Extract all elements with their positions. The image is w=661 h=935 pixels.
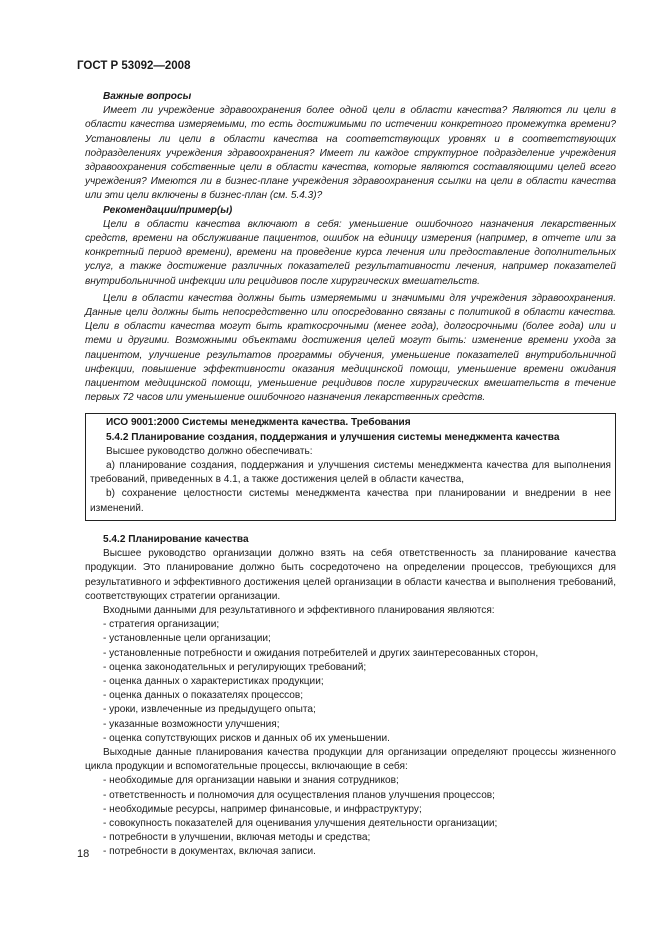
list-item: - оценка данных о характеристиках продукции; xyxy=(103,675,324,687)
recommendations-heading: Рекомендации/пример(ы) xyxy=(103,204,233,216)
outputs-intro: Выходные данные планирования качества продукции для организации определяют процессы жизненного цикла продукции и вспомогательные процессы, включающие в себя: xyxy=(85,746,616,773)
list-item: - оценка сопутствующих рисков и данных об их уменьшении. xyxy=(103,732,390,744)
list-item: - установленные потребности и ожидания потребителей и других заинтересованных сторон, xyxy=(103,647,539,659)
list-item: - стратегия организации; xyxy=(103,619,220,631)
list-item: - ответственность и полномочия для осуществления планов улучшения процессов; xyxy=(103,789,495,801)
page-content xyxy=(85,90,616,860)
list-item: - потребности в документах, включая записи. xyxy=(103,846,316,858)
iso-box-intro: Высшее руководство должно обеспечивать: xyxy=(106,445,313,457)
inputs-intro: Входными данными для результативного и эффективного планирования являются: xyxy=(103,604,495,616)
important-questions-text: Имеет ли учреждение здравоохранения более одной цели в области качества? Являются ли цели в области качества измеряемыми, то есть достижимыми по истечении конкретного промежутка времени? Установлены ли цели в области качества на соответствующих уровнях и в соответствующих подразделениях учреждения здравоохранения? Имеет ли каждое структурное подразделение учреждения здравоохранения собственные цели в области качества, которые являются составляющими целей всего учреждения? Имеются ли в бизнес-плане учреждения здравоохранения ссылки на цели в области качества или эти цели включены в бизнес-план (см. 5.4.3)? xyxy=(85,105,616,202)
recommendations-paragraph: Цели в области качества должны быть измеряемыми и значимыми для учреждения здравоохранения. Данные цели должны быть непосредственно или опосредованно связаны с политикой в области качества. Цели в области качества могут быть краткосрочными (менее года), долгосрочными (более года) или и теми и другими. Возможными объектами достижения целей могут быть: изменение времени ухода за пациентом, улучшение результатов программы обучения, уменьшение показателей внутрибольничной инфекции, повышение эффективности оказания медицинской помощи, уменьшение времени ожидания пациентом медицинской помощи, уменьшение рецидивов после хирургических вмешательств в течение первых 72 часов или уменьшение ошибочного назначения лекарственных средств. xyxy=(85,292,616,404)
page-number: 18 xyxy=(77,848,90,860)
iso-box-title: ИСО 9001:2000 Системы менеджмента качества. Требования xyxy=(106,417,411,429)
list-item: - совокупность показателей для оценивания улучшения деятельности организации; xyxy=(103,817,498,829)
list-item: - установленные цели организации; xyxy=(103,633,271,645)
iso-box-subtitle: 5.4.2 Планирование создания, поддержания и улучшения системы менеджмента качества xyxy=(106,431,560,443)
list-item: - необходимые для организации навыки и знания сотрудников; xyxy=(103,775,399,787)
recommendations-paragraph: Цели в области качества включают в себя: уменьшение ошибочного назначения лекарственных средств, времени на обслуживание пациентов, ошибок на единицу измерения (например, в отчете или за конкретный период времени), времени на проведение курса лечения или предоставление дополнительных услуг, а также достижение различных показателей результативности лечения, например показателей внутрибольничной инфекции или рецидивов после хирургических вмешательств. xyxy=(85,218,616,287)
list-item: - потребности в улучшении, включая методы и средства; xyxy=(103,832,371,844)
document-header: ГОСТ Р 53092—2008 xyxy=(77,60,191,72)
list-item: - уроки, извлеченные из предыдущего опыта; xyxy=(103,704,316,716)
section-heading: 5.4.2 Планирование качества xyxy=(103,533,249,545)
iso-box-item-a: a) планирование создания, поддержания и улучшения системы менеджмента качества для выполнения требований, приведенных в 4.1, а также достижения целей в области качества, xyxy=(90,460,611,486)
outputs-list xyxy=(85,774,616,859)
list-item: - оценка данных о показателях процессов; xyxy=(103,690,304,702)
inputs-list xyxy=(85,618,616,746)
list-item: - необходимые ресурсы, например финансовые, и инфраструктуру; xyxy=(103,803,422,815)
list-item: - оценка законодательных и регулирующих требований; xyxy=(103,661,367,673)
iso-requirements-box xyxy=(85,413,616,520)
list-item: - указанные возможности улучшения; xyxy=(103,718,280,730)
section-paragraph: Высшее руководство организации должно взять на себя ответственность за планирование качества продукции. Это планирование должно быть сосредоточено на определении процессов, требующихся для результативного и эффективного достижения целей организации в области качества и выполнения требований, соответствующих стратегии организации. xyxy=(85,548,616,602)
iso-box-item-b: b) сохранение целостности системы менеджмента качества при планировании и внедрении в нее изменений. xyxy=(90,488,611,514)
important-questions-heading: Важные вопросы xyxy=(103,91,192,102)
